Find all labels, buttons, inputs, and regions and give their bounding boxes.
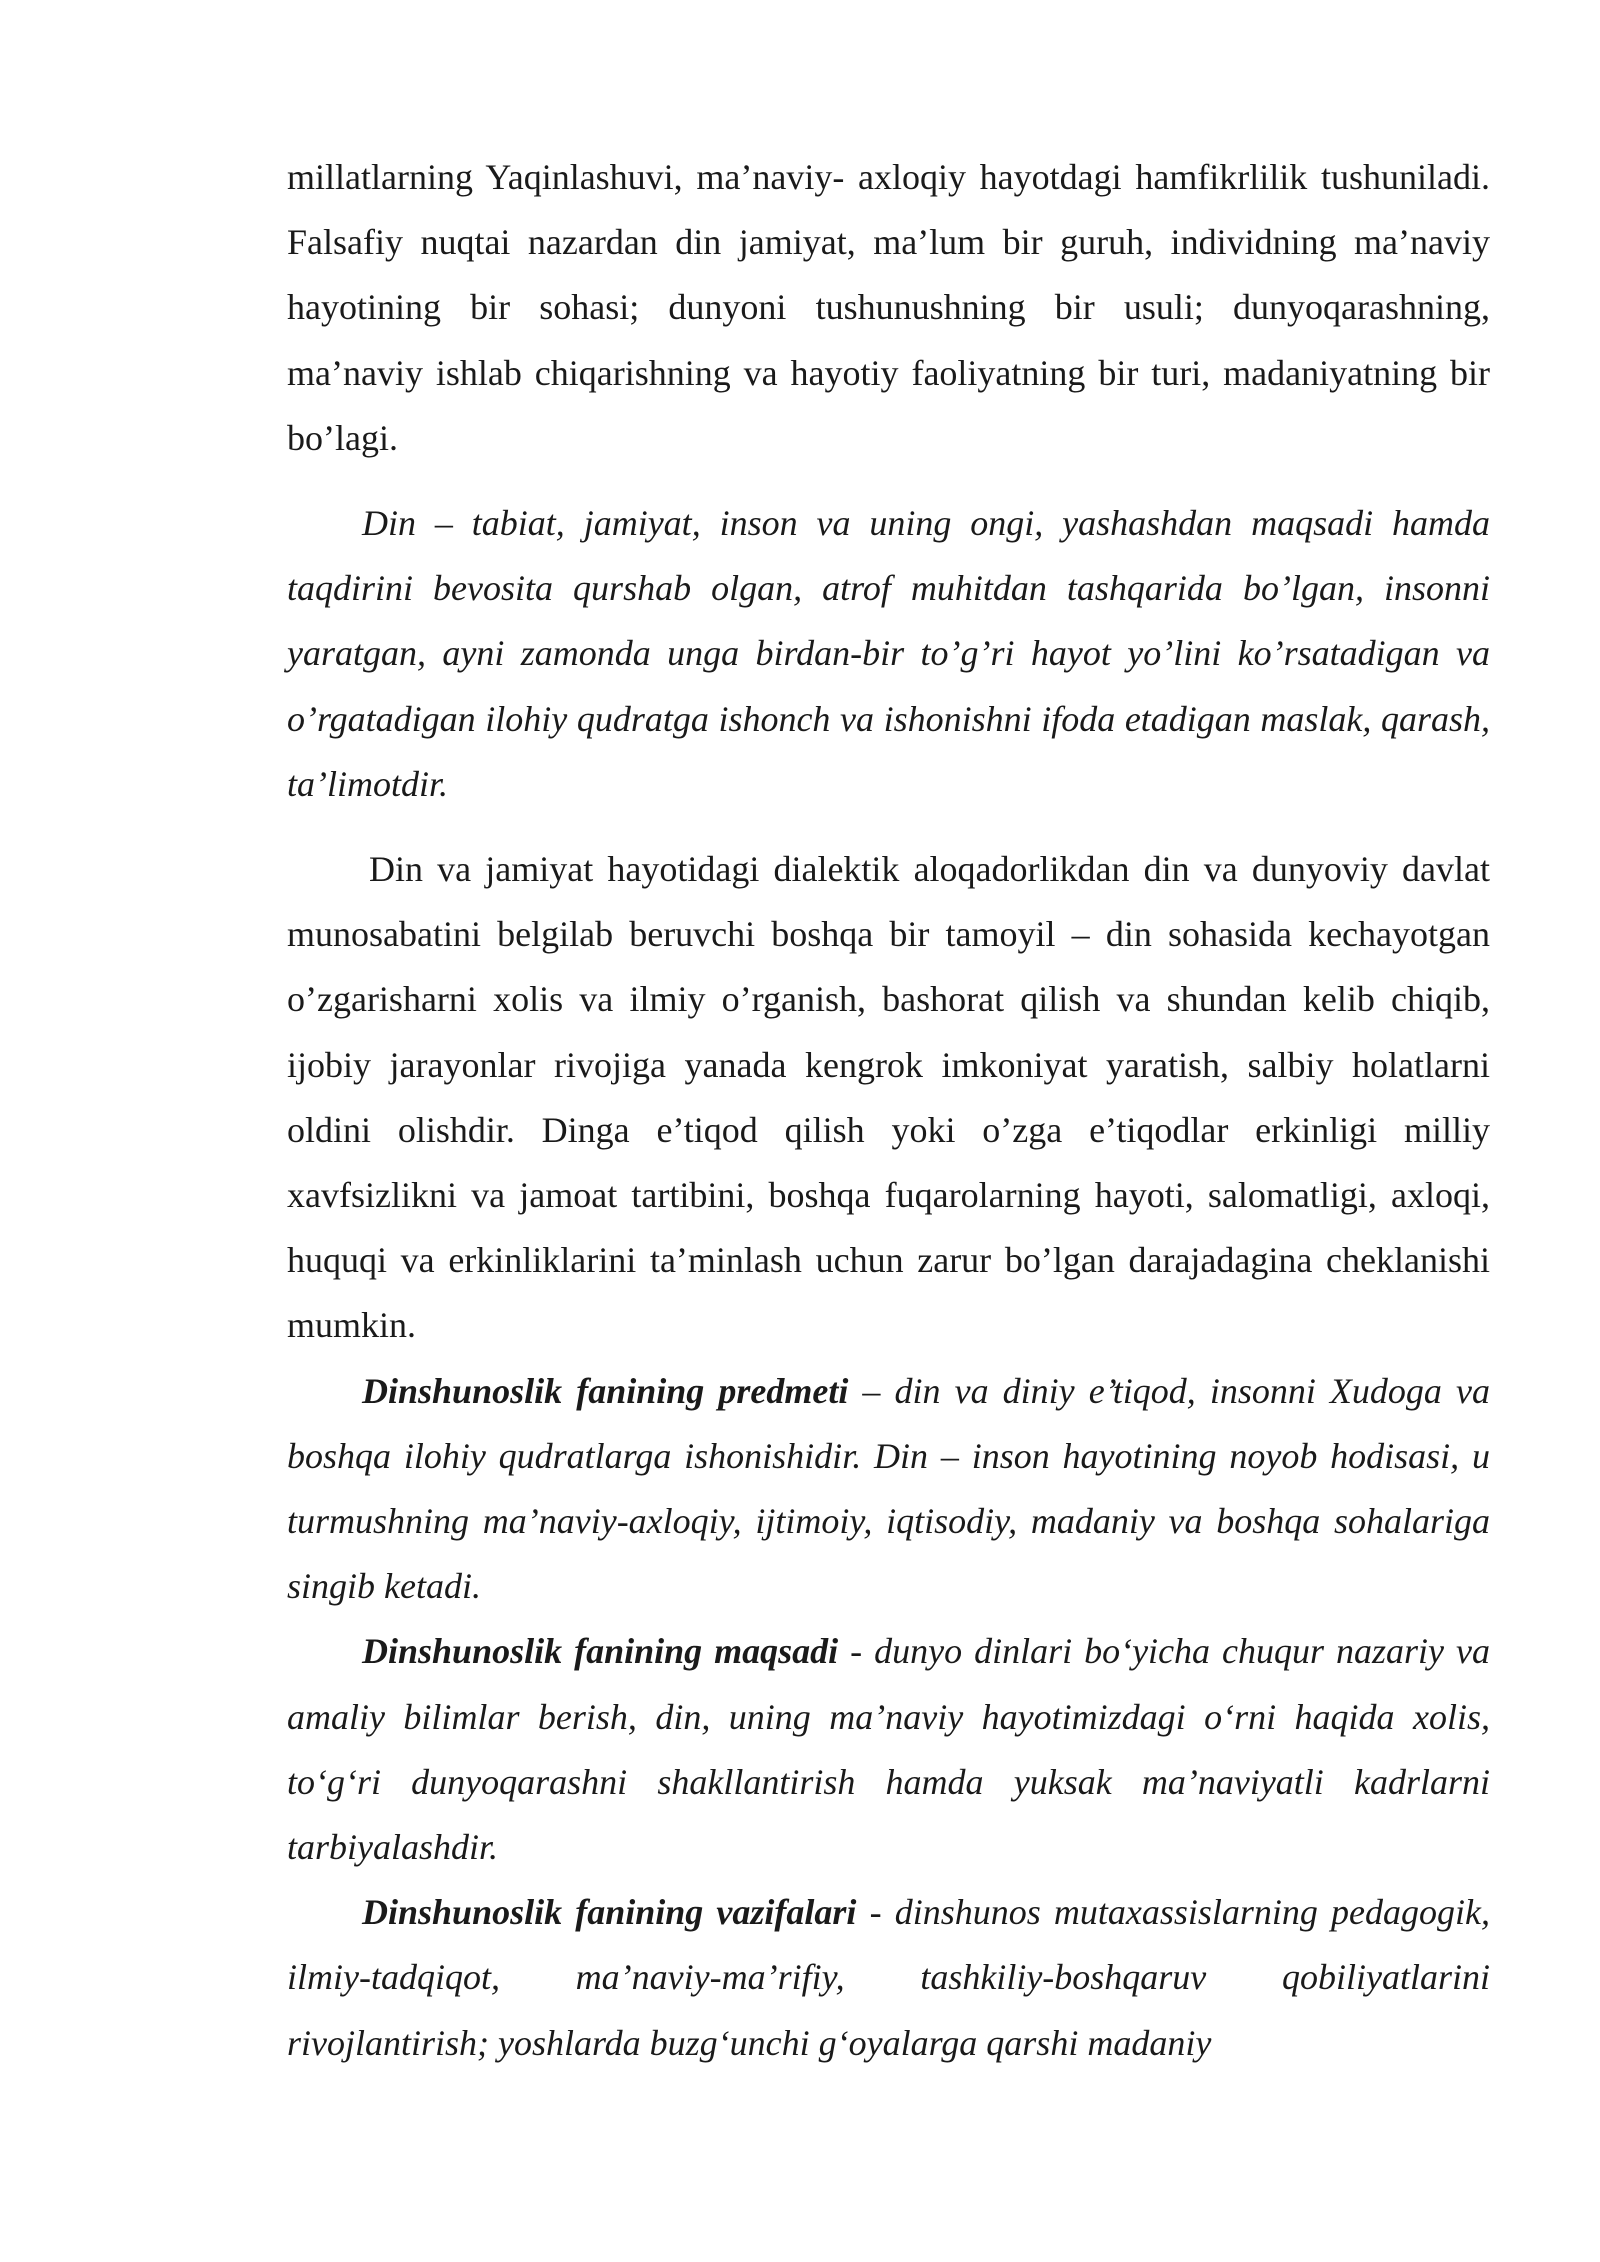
document-body: [287, 145, 1490, 2076]
term-maqsadi: Dinshunoslik fanining maqsadi: [362, 1631, 839, 1672]
vazifalari-text: dinshunos mutaxassislarning pedagogik, ilmiy-tadqiqot, ma’naviy-ma’rifiy, tashkiliy-boshqaruv qobiliyatlarini rivojlantirish; yoshlarda buzg‘unchi g‘oyalarga qarshi madaniy: [287, 1892, 1490, 2063]
term-predmet: Dinshunoslik fanining predmeti: [362, 1370, 849, 1411]
predmet-text: – din va diniy e’tiqod, insonni Xudoga va boshqa ilohiy qudratlarga ishonishidir. Din – inson hayotining noyob hodisasi, u turmushning ma’naviy-axloqiy, ijtimoiy, iqtisodiy, madaniy va boshqa sohalariga singib ketadi.: [287, 1370, 1490, 1607]
paragraph-predmet: [287, 1359, 1490, 1620]
paragraph-vazifalari: [287, 1880, 1490, 2076]
vazifalari-dash: -: [856, 1892, 895, 1933]
paragraph-din-definition: Din – tabiat, jamiyat, inson va uning ongi, yashashdan maqsadi hamda taqdirini bevosita qurshab olgan, atrof muhitdan tashqarida bo’lgan, insonni yaratgan, ayni zamonda unga birdan-bir to’g’ri hayot yo’lini ko’rsatadigan va o’rgatadigan ilohiy qudratga ishonch va ishonishni ifoda etadigan maslak, qarash, ta’limotdir.: [287, 503, 1490, 804]
paragraph-falsafiy: millatlarning Yaqinlashuvi, ma’naviy- axloqiy hayotdagi hamfikrlilik tushuniladi. Falsafiy nuqtai nazardan din jamiyat, ma’lum bir guruh, individning ma’naviy hayotining bir sohasi; dunyoni tushunushning bir usuli; dunyoqarashning, ma’naviy ishlab chiqarishning va hayotiy faoliyatning bir turi, madaniyatning bir bo’lagi.: [287, 157, 1490, 458]
paragraph-maqsadi: [287, 1619, 1490, 1880]
maqsadi-text: dunyo dinlari bo‘yicha chuqur nazariy va amaliy bilimlar berish, din, uning ma’naviy hayotimizdagi o‘rni haqida xolis, to‘g‘ri dunyoqarashni shakllantirish hamda yuksak ma’naviyatli kadrlarni tarbiyalashdir.: [287, 1631, 1490, 1868]
maqsadi-dash: -: [838, 1631, 875, 1672]
term-vazifalari: Dinshunoslik fanining vazifalari: [362, 1892, 857, 1933]
paragraph-din-jamiyat: Din va jamiyat hayotidagi dialektik aloqadorlikdan din va dunyoviy davlat munosabatini belgilab beruvchi boshqa bir tamoyil – din sohasida kechayotgan o’zgarisharni xolis va ilmiy o’rganish, bashorat qilish va shundan kelib chiqib, ijobiy jarayonlar rivojiga yanada kengrok imkoniyat yaratish, salbiy holatlarni oldini olishdir. Dinga e’tiqod qilish yoki o’zga e’tiqodlar erkinligi milliy xavfsizlikni va jamoat tartibini, boshqa fuqarolarning hayoti, salomatligi, axloqi, huquqi va erkinliklarini ta’minlash uchun zarur bo’lgan darajadagina cheklanishi mumkin.: [287, 849, 1490, 1346]
